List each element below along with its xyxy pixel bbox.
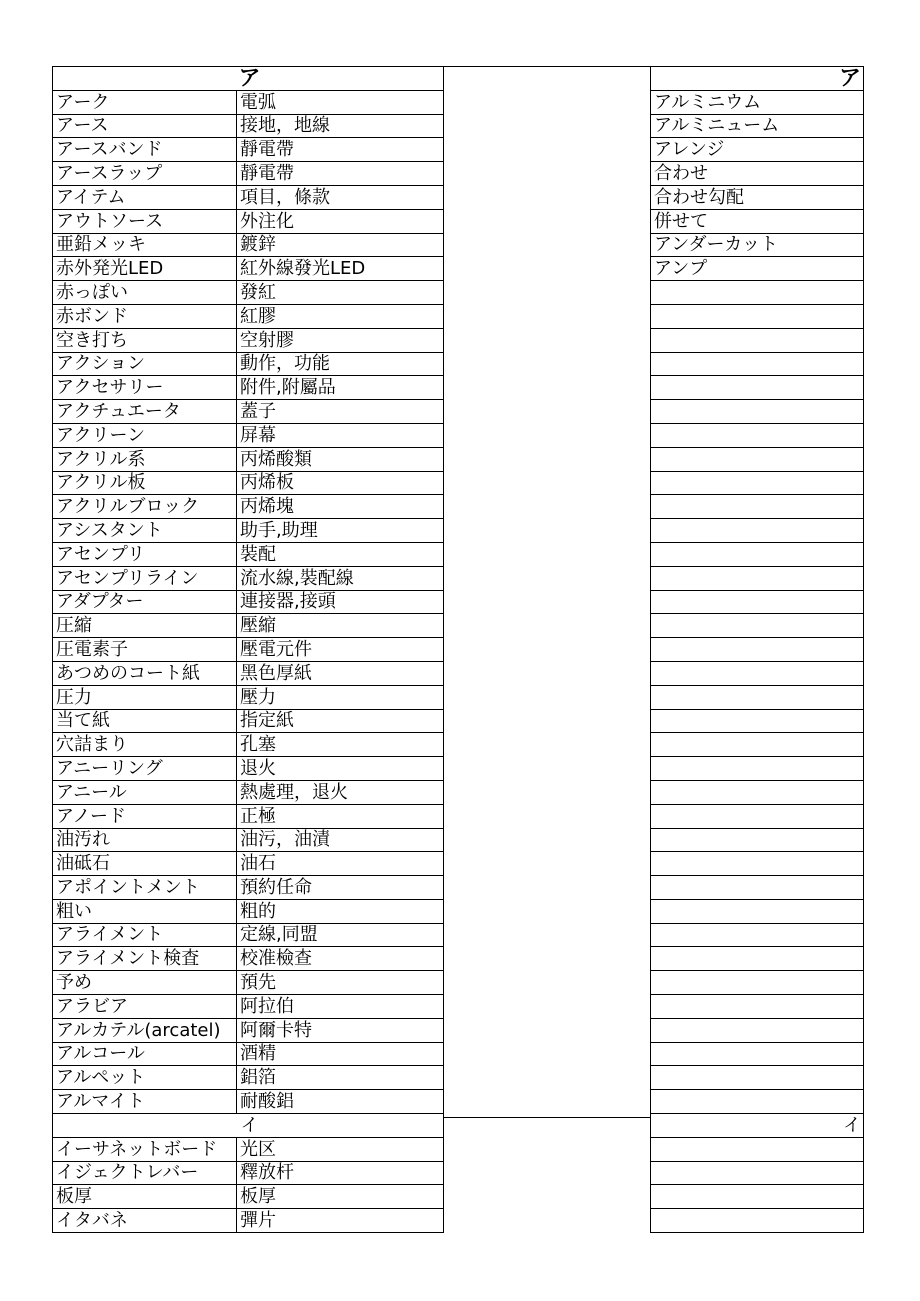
table-row	[651, 971, 864, 995]
table-row	[651, 638, 864, 662]
chinese-term: 熱處理，退火	[237, 780, 444, 804]
japanese-term	[651, 923, 864, 947]
table-row	[53, 495, 444, 519]
right-glossary-table	[650, 66, 864, 1233]
japanese-term: 予め	[53, 971, 237, 995]
japanese-term: 亜鉛メッキ	[53, 233, 237, 257]
japanese-term: あつめのコート紙	[53, 661, 237, 685]
japanese-term	[651, 1066, 864, 1090]
chinese-term: 紅外線發光LED	[237, 257, 444, 281]
japanese-term	[651, 1090, 864, 1114]
chinese-term: 指定紙	[237, 709, 444, 733]
table-row	[651, 757, 864, 781]
table-row	[651, 471, 864, 495]
japanese-term: アルミニューム	[651, 114, 864, 138]
japanese-term: 赤ボンド	[53, 304, 237, 328]
japanese-term: アルカテル(arcatel)	[53, 1018, 237, 1042]
table-row	[53, 947, 444, 971]
table-row	[53, 780, 444, 804]
japanese-term	[651, 947, 864, 971]
table-row	[651, 542, 864, 566]
chinese-term: 酒精	[237, 1042, 444, 1066]
japanese-term: アニーリング	[53, 757, 237, 781]
table-row	[53, 852, 444, 876]
japanese-term	[651, 1161, 864, 1185]
chinese-term: 助手,助理	[237, 519, 444, 543]
table-row	[53, 114, 444, 138]
table-row	[651, 328, 864, 352]
table-row	[53, 447, 444, 471]
japanese-term	[651, 1018, 864, 1042]
table-row	[53, 661, 444, 685]
japanese-term: 合わせ勾配	[651, 185, 864, 209]
table-row	[651, 447, 864, 471]
japanese-term: 板厚	[53, 1185, 237, 1209]
table-row	[651, 114, 864, 138]
table-row	[651, 876, 864, 900]
table-row	[53, 685, 444, 709]
middle-gap-section-border	[443, 1117, 650, 1118]
japanese-term	[651, 804, 864, 828]
chinese-term: 鍍鋅	[237, 233, 444, 257]
japanese-term: 合わせ	[651, 162, 864, 186]
japanese-term: アクセサリー	[53, 376, 237, 400]
chinese-term: 發紅	[237, 281, 444, 305]
japanese-term	[651, 638, 864, 662]
table-row	[651, 1066, 864, 1090]
japanese-term: アースバンド	[53, 138, 237, 162]
table-row	[53, 1066, 444, 1090]
japanese-term	[651, 400, 864, 424]
chinese-term: 粗的	[237, 899, 444, 923]
table-row	[53, 804, 444, 828]
table-row	[651, 376, 864, 400]
japanese-term	[651, 757, 864, 781]
table-row	[53, 899, 444, 923]
table-row	[53, 1090, 444, 1114]
table-row	[53, 757, 444, 781]
chinese-term: 附件,附屬品	[237, 376, 444, 400]
middle-gap-top-border	[443, 66, 650, 67]
japanese-term: アセンプリライン	[53, 566, 237, 590]
chinese-term: 耐酸鋁	[237, 1090, 444, 1114]
table-row	[651, 233, 864, 257]
table-row	[53, 1185, 444, 1209]
japanese-term: アシスタント	[53, 519, 237, 543]
table-row	[651, 1161, 864, 1185]
table-row	[651, 1137, 864, 1161]
chinese-term: 釋放杆	[237, 1161, 444, 1185]
section-header-row	[53, 1114, 444, 1138]
chinese-term: 阿爾卡特	[237, 1018, 444, 1042]
table-row	[651, 852, 864, 876]
table-row	[53, 828, 444, 852]
chinese-term: 裝配	[237, 542, 444, 566]
chinese-term: 紅膠	[237, 304, 444, 328]
japanese-term: イーサネットボード	[53, 1137, 237, 1161]
japanese-term: アウトソース	[53, 209, 237, 233]
japanese-term: アクリル系	[53, 447, 237, 471]
table-row	[651, 138, 864, 162]
japanese-term: アダプター	[53, 590, 237, 614]
chinese-term: 靜電帶	[237, 138, 444, 162]
japanese-term: 併せて	[651, 209, 864, 233]
table-row	[651, 1185, 864, 1209]
table-row	[53, 566, 444, 590]
japanese-term	[651, 519, 864, 543]
japanese-term: アノード	[53, 804, 237, 828]
table-row	[53, 614, 444, 638]
japanese-term	[651, 1185, 864, 1209]
japanese-term	[651, 852, 864, 876]
chinese-term: 退火	[237, 757, 444, 781]
japanese-term: 穴詰まり	[53, 733, 237, 757]
table-row	[651, 780, 864, 804]
table-row	[651, 995, 864, 1019]
japanese-term	[651, 281, 864, 305]
chinese-term: 靜電帶	[237, 162, 444, 186]
table-row	[651, 947, 864, 971]
table-row	[53, 542, 444, 566]
chinese-term: 正極	[237, 804, 444, 828]
japanese-term	[651, 1042, 864, 1066]
table-row	[53, 233, 444, 257]
section-header-row	[651, 67, 864, 91]
table-row	[53, 376, 444, 400]
japanese-term: 油汚れ	[53, 828, 237, 852]
table-row	[651, 614, 864, 638]
japanese-term: 当て紙	[53, 709, 237, 733]
table-row	[53, 709, 444, 733]
chinese-term: 校准檢查	[237, 947, 444, 971]
table-row	[651, 281, 864, 305]
table-row	[53, 1137, 444, 1161]
table-row	[53, 971, 444, 995]
table-row	[651, 1018, 864, 1042]
chinese-term: 光区	[237, 1137, 444, 1161]
table-row	[651, 709, 864, 733]
japanese-term	[651, 352, 864, 376]
japanese-term	[651, 423, 864, 447]
japanese-term: イジェクトレバー	[53, 1161, 237, 1185]
japanese-term: アクリーン	[53, 423, 237, 447]
japanese-term	[651, 780, 864, 804]
chinese-term: 預約任命	[237, 876, 444, 900]
table-row	[53, 876, 444, 900]
table-row	[651, 1042, 864, 1066]
table-row	[651, 661, 864, 685]
japanese-term: アルペット	[53, 1066, 237, 1090]
japanese-term	[651, 661, 864, 685]
table-row	[651, 685, 864, 709]
japanese-term: 油砥石	[53, 852, 237, 876]
table-row	[53, 162, 444, 186]
chinese-term: 外注化	[237, 209, 444, 233]
japanese-term	[651, 685, 864, 709]
japanese-term: アルコール	[53, 1042, 237, 1066]
chinese-term: 電弧	[237, 90, 444, 114]
section-header: イ	[53, 1114, 444, 1138]
chinese-term: 油污，油漬	[237, 828, 444, 852]
table-row	[53, 304, 444, 328]
japanese-term	[651, 1209, 864, 1233]
japanese-term: アンプ	[651, 257, 864, 281]
japanese-term: アルミニウム	[651, 90, 864, 114]
chinese-term: 蓋子	[237, 400, 444, 424]
table-row	[53, 471, 444, 495]
table-row	[651, 1209, 864, 1233]
japanese-term: アーク	[53, 90, 237, 114]
table-row	[651, 185, 864, 209]
japanese-term: 粗い	[53, 899, 237, 923]
chinese-term: 流水線,裝配線	[237, 566, 444, 590]
table-row	[53, 400, 444, 424]
table-row	[53, 1018, 444, 1042]
table-row	[53, 1161, 444, 1185]
japanese-term: 空き打ち	[53, 328, 237, 352]
table-row	[53, 185, 444, 209]
japanese-term: アース	[53, 114, 237, 138]
chinese-term: 接地，地線	[237, 114, 444, 138]
table-row	[53, 209, 444, 233]
chinese-term: 丙烯酸類	[237, 447, 444, 471]
table-row	[651, 923, 864, 947]
japanese-term	[651, 876, 864, 900]
section-header: ア	[651, 67, 864, 91]
japanese-term: アニール	[53, 780, 237, 804]
chinese-term: 項目，條款	[237, 185, 444, 209]
japanese-term	[651, 328, 864, 352]
japanese-term: アクリル板	[53, 471, 237, 495]
japanese-term: アンダーカット	[651, 233, 864, 257]
japanese-term	[651, 614, 864, 638]
table-row	[651, 400, 864, 424]
japanese-term: 赤外発光LED	[53, 257, 237, 281]
section-header: イ	[651, 1114, 864, 1138]
japanese-term: 赤っぽい	[53, 281, 237, 305]
table-row	[651, 423, 864, 447]
table-row	[53, 423, 444, 447]
chinese-term: 定線,同盟	[237, 923, 444, 947]
chinese-term: 預先	[237, 971, 444, 995]
japanese-term: イタバネ	[53, 1209, 237, 1233]
japanese-term: 圧縮	[53, 614, 237, 638]
chinese-term: 動作，功能	[237, 352, 444, 376]
japanese-term: アクリルブロック	[53, 495, 237, 519]
table-row	[651, 304, 864, 328]
japanese-term: アポイントメント	[53, 876, 237, 900]
japanese-term	[651, 376, 864, 400]
table-row	[53, 281, 444, 305]
japanese-term	[651, 733, 864, 757]
japanese-term	[651, 971, 864, 995]
table-row	[53, 733, 444, 757]
japanese-term	[651, 1137, 864, 1161]
japanese-term	[651, 995, 864, 1019]
japanese-term: アクション	[53, 352, 237, 376]
table-row	[53, 923, 444, 947]
table-row	[53, 638, 444, 662]
chinese-term: 彈片	[237, 1209, 444, 1233]
japanese-term	[651, 590, 864, 614]
chinese-term: 連接器,接頭	[237, 590, 444, 614]
chinese-term: 鋁箔	[237, 1066, 444, 1090]
japanese-term	[651, 447, 864, 471]
chinese-term: 孔塞	[237, 733, 444, 757]
chinese-term: 板厚	[237, 1185, 444, 1209]
section-header-row	[651, 1114, 864, 1138]
table-row	[651, 519, 864, 543]
table-row	[651, 162, 864, 186]
japanese-term	[651, 899, 864, 923]
japanese-term	[651, 471, 864, 495]
section-header: ア	[53, 67, 444, 91]
japanese-term	[651, 828, 864, 852]
chinese-term: 屏幕	[237, 423, 444, 447]
table-row	[53, 1209, 444, 1233]
chinese-term: 丙烯板	[237, 471, 444, 495]
japanese-term	[651, 566, 864, 590]
table-row	[651, 899, 864, 923]
section-header-row	[53, 67, 444, 91]
japanese-term: アライメント	[53, 923, 237, 947]
japanese-term: アルマイト	[53, 1090, 237, 1114]
japanese-term: アレンジ	[651, 138, 864, 162]
japanese-term: アラビア	[53, 995, 237, 1019]
chinese-term: 壓縮	[237, 614, 444, 638]
chinese-term: 黑色厚紙	[237, 661, 444, 685]
table-row	[651, 590, 864, 614]
table-row	[53, 519, 444, 543]
japanese-term: アースラップ	[53, 162, 237, 186]
table-row	[651, 804, 864, 828]
table-row	[53, 995, 444, 1019]
table-row	[651, 733, 864, 757]
japanese-term	[651, 709, 864, 733]
japanese-term: アクチュエータ	[53, 400, 237, 424]
table-row	[53, 257, 444, 281]
table-row	[651, 495, 864, 519]
japanese-term: 圧力	[53, 685, 237, 709]
chinese-term: 油石	[237, 852, 444, 876]
table-row	[651, 90, 864, 114]
table-row	[651, 257, 864, 281]
table-row	[53, 352, 444, 376]
table-row	[651, 566, 864, 590]
left-glossary-table	[52, 66, 444, 1233]
japanese-term: アライメント検査	[53, 947, 237, 971]
table-row	[651, 828, 864, 852]
japanese-term: アセンプリ	[53, 542, 237, 566]
table-row	[53, 590, 444, 614]
chinese-term: 丙烯塊	[237, 495, 444, 519]
table-row	[53, 328, 444, 352]
chinese-term: 壓力	[237, 685, 444, 709]
japanese-term: アイテム	[53, 185, 237, 209]
japanese-term	[651, 542, 864, 566]
table-row	[651, 209, 864, 233]
japanese-term	[651, 304, 864, 328]
japanese-term: 圧電素子	[53, 638, 237, 662]
chinese-term: 阿拉伯	[237, 995, 444, 1019]
chinese-term: 空射膠	[237, 328, 444, 352]
table-row	[651, 352, 864, 376]
table-row	[53, 90, 444, 114]
table-row	[53, 138, 444, 162]
table-row	[53, 1042, 444, 1066]
chinese-term: 壓電元件	[237, 638, 444, 662]
japanese-term	[651, 495, 864, 519]
table-row	[651, 1090, 864, 1114]
